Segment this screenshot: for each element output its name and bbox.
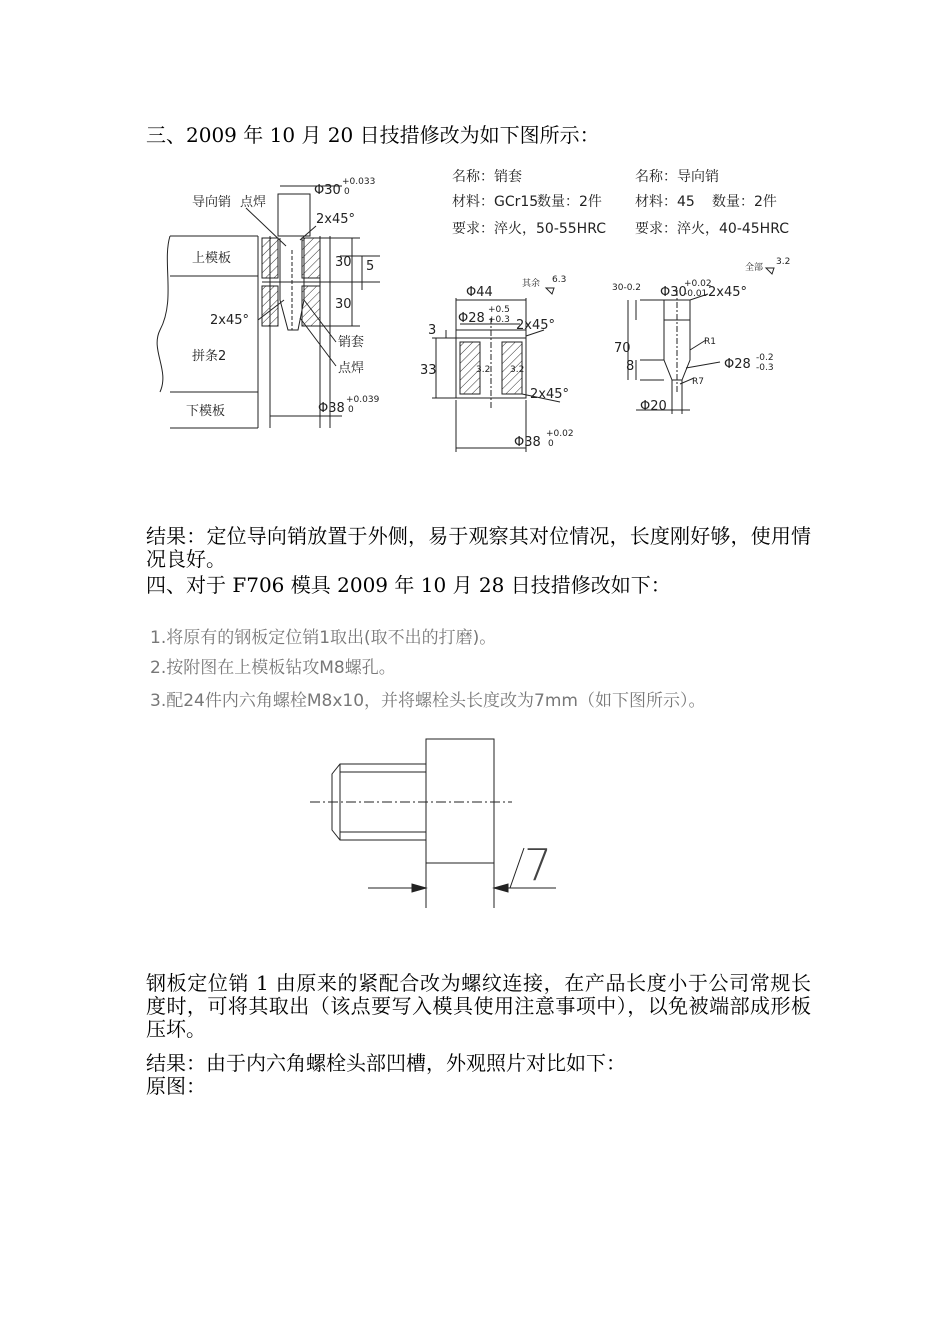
sleeve-d28-tol: +0.5 bbox=[488, 305, 510, 315]
label-dia-bottom: Φ38 bbox=[318, 401, 345, 416]
sleeve-r32a: 3.2 bbox=[476, 365, 491, 375]
pin-d30-tol2: -0.01 bbox=[684, 289, 708, 299]
pin-quantity: 数量：2件 bbox=[712, 194, 777, 210]
label-chamfer-top: 2x45° bbox=[316, 212, 356, 227]
pin-h30: 30-0.2 bbox=[612, 283, 642, 293]
sleeve-d28: Φ28 bbox=[458, 311, 485, 326]
pin-h8: 8 bbox=[626, 359, 635, 374]
section4-heading: 四、对于 F706 模具 2009 年 10 月 28 日技措修改如下： bbox=[146, 573, 671, 597]
label-dia-bottom-tol0: 0 bbox=[348, 405, 354, 415]
bolt-dim-7: 7 bbox=[524, 840, 552, 891]
pin-r1: R1 bbox=[704, 337, 716, 347]
label-dia-top: Φ30 bbox=[314, 183, 341, 198]
label-dia-top-tol0: 0 bbox=[344, 187, 350, 197]
label-dim-30-lower: 30 bbox=[335, 297, 352, 312]
pin-requirement: 要求：淬火，40-45HRC bbox=[635, 221, 790, 237]
label-splice-bar: 拼条2 bbox=[192, 349, 227, 364]
sleeve-requirement: 要求：淬火，50-55HRC bbox=[452, 221, 607, 237]
pin-d28-tol: -0.2 bbox=[756, 353, 774, 363]
sleeve-chamfer-b: 2x45° bbox=[530, 387, 570, 402]
pin-chamfer: 2x45° bbox=[708, 285, 748, 300]
original-label: 原图： bbox=[146, 1074, 206, 1098]
pin-d28-tol2: -0.3 bbox=[756, 363, 774, 373]
bolt-view bbox=[310, 739, 556, 908]
step-3: 3.配24件内六角螺栓M8x10，并将螺栓头长度改为7mm（如下图所示）。 bbox=[150, 691, 706, 711]
result2-text: 结果：由于内六角螺栓头部凹槽，外观照片对比如下： bbox=[146, 1051, 626, 1075]
label-dim-30-upper: 30 bbox=[335, 255, 352, 270]
label-pin-sleeve: 销套 bbox=[338, 335, 365, 350]
label-spot-weld-top: 点焊 bbox=[240, 195, 267, 210]
sleeve-h3: 3 bbox=[428, 323, 437, 338]
sleeve-r32b: 3.2 bbox=[510, 365, 525, 375]
label-chamfer-left: 2x45° bbox=[210, 313, 250, 328]
pin-r7: R7 bbox=[692, 377, 704, 387]
pin-name: 名称：导向销 bbox=[635, 169, 719, 185]
label-guide-pin: 导向销 bbox=[192, 195, 232, 210]
sleeve-d38: Φ38 bbox=[514, 435, 541, 450]
pin-material: 材料：45 bbox=[635, 194, 695, 210]
sleeve-quantity: 数量：2件 bbox=[537, 194, 602, 210]
sleeve-material: 材料：GCr15 bbox=[452, 194, 539, 210]
sleeve-rough: 6.3 bbox=[552, 275, 567, 285]
step-1: 1.将原有的钢板定位销1取出(取不出的打磨)。 bbox=[150, 628, 497, 648]
pin-h70: 70 bbox=[614, 341, 631, 356]
label-dim-5: 5 bbox=[366, 259, 375, 274]
label-lower-plate: 下模板 bbox=[186, 404, 226, 419]
pin-d28: Φ28 bbox=[724, 357, 751, 372]
label-dia-top-tol: +0.033 bbox=[342, 177, 376, 187]
pin-d20: Φ20 bbox=[640, 399, 667, 414]
pin-d30: Φ30 bbox=[660, 285, 687, 300]
sleeve-h33: 33 bbox=[420, 363, 437, 378]
pin-rough: 3.2 bbox=[776, 257, 791, 267]
sleeve-chamfer-a: 2x45° bbox=[516, 318, 556, 333]
sleeve-rest: 其余 bbox=[522, 279, 541, 289]
sleeve-name: 名称：销套 bbox=[452, 169, 522, 185]
pin-all: 全部 bbox=[745, 263, 764, 273]
sleeve-d44: Φ44 bbox=[466, 285, 493, 300]
step-2: 2.按附图在上模板钻攻M8螺孔。 bbox=[150, 658, 396, 678]
label-upper-plate: 上模板 bbox=[192, 251, 232, 266]
result1-text: 结果：定位导向销放置于外侧，易于观察其对位情况，长度刚好够，使用情况良好。 bbox=[146, 524, 811, 571]
sleeve-d28-tol2: +0.3 bbox=[488, 315, 510, 325]
sleeve-d38-tol: +0.02 bbox=[546, 429, 574, 439]
pin-d30-tol: +0.02 bbox=[684, 279, 712, 289]
section3-heading: 三、2009 年 10 月 20 日技措修改为如下图所示： bbox=[146, 123, 600, 147]
sleeve-d38-tol0: 0 bbox=[548, 439, 554, 449]
label-dia-bottom-tol: +0.039 bbox=[346, 395, 380, 405]
label-spot-weld-bottom: 点焊 bbox=[338, 361, 365, 376]
paragraph2-text: 钢板定位销 1 由原来的紧配合改为螺纹连接，在产品长度小于公司常规长度时，可将其取出（该点要写入模具使用注意事项中），以免被端部成形板压坏。 bbox=[146, 971, 811, 1041]
